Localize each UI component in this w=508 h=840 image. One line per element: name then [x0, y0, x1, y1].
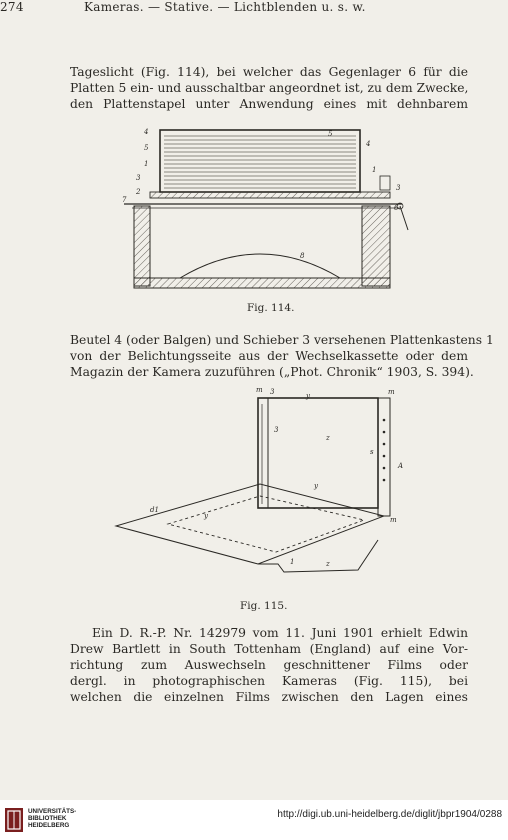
library-logo[interactable] — [4, 805, 124, 835]
fig114-label: 2 — [136, 188, 141, 196]
fig114-label: 3 — [136, 174, 141, 182]
fig115-label: z — [326, 560, 330, 568]
text-line: Drew Bartlett in South Tottenham (England) auf eine Vor- — [70, 642, 468, 656]
fig114-label: 8 — [300, 252, 305, 260]
fig115-label: d1 — [150, 506, 159, 514]
fig114-label: 4 — [366, 140, 371, 148]
library-name-line: BIBLIOTHEK — [28, 815, 67, 823]
text-line: von der Belichtungsseite aus der Wechselkassette oder dem — [70, 349, 468, 363]
library-seal-icon — [4, 807, 24, 833]
library-name-line: HEIDELBERG — [28, 822, 70, 830]
fig115-label: y — [314, 482, 318, 490]
fig115-label: 3 — [274, 426, 279, 434]
fig114-label: 5 — [144, 144, 149, 152]
figure-115-diagram — [108, 384, 418, 590]
fig115-label: s — [370, 448, 374, 456]
fig115-label: y — [306, 392, 310, 400]
permalink-url[interactable]: http://digi.ub.uni-heidelberg.de/diglit/jbpr1904/0288 — [277, 809, 502, 820]
fig115-label: 1 — [290, 558, 295, 566]
text-line: dergl. in photographischen Kameras (Fig. 115), bei — [70, 674, 468, 688]
text-line: Platten 5 ein- und ausschaltbar angeordnet ist, zu dem Zwecke, — [70, 81, 469, 95]
figure-114-caption: Fig. 114. — [247, 302, 295, 314]
fig115-label: m — [390, 516, 397, 524]
library-name-line: UNIVERSITÄTS- — [28, 808, 77, 815]
running-title: Kameras. — Stative. — Lichtblenden u. s. w. — [84, 0, 366, 14]
digitization-footer — [0, 800, 508, 840]
text-line: richtung zum Auswechseln geschnittener Films oder — [70, 658, 468, 672]
paragraph-2 — [70, 332, 494, 380]
paragraph-1 — [70, 64, 468, 112]
text-line: Ein D. R.-P. Nr. 142979 vom 11. Juni 1901 erhielt Edwin — [92, 626, 468, 640]
fig114-label: 3 — [396, 184, 401, 192]
text-line: Tageslicht (Fig. 114), bei welcher das Gegenlager 6 für die — [70, 65, 468, 79]
text-line: welchen die einzelnen Films zwischen den Lagen eines — [70, 690, 468, 704]
fig115-label: 3 — [270, 388, 275, 396]
fig115-label: z — [326, 434, 330, 442]
library-name — [28, 808, 76, 830]
fig115-label: m — [388, 388, 395, 396]
figure-114-diagram — [110, 118, 420, 300]
text-line: Beutel 4 (oder Balgen) und Schieber 3 versehenen Plattenkastens 1 — [70, 333, 494, 347]
fig115-label: y — [204, 512, 208, 520]
text-line: Magazin der Kamera zuzuführen („Phot. Chronik“ 1903, S. 394). — [70, 365, 474, 379]
figure-115-caption: Fig. 115. — [240, 600, 288, 612]
fig115-label: m — [256, 386, 263, 394]
fig114-label: 6 — [394, 204, 399, 212]
fig114-label: 5 — [328, 130, 333, 138]
fig114-label: 4 — [144, 128, 149, 136]
page-number: 274 — [0, 0, 24, 14]
paragraph-3 — [70, 625, 468, 705]
text-line: den Plattenstapel unter Anwendung eines mit dehnbarem — [70, 97, 468, 111]
fig115-label: A — [398, 462, 404, 470]
fig114-label: 1 — [144, 160, 149, 168]
fig114-label: 1 — [372, 166, 377, 174]
fig114-label: 7 — [122, 196, 127, 204]
